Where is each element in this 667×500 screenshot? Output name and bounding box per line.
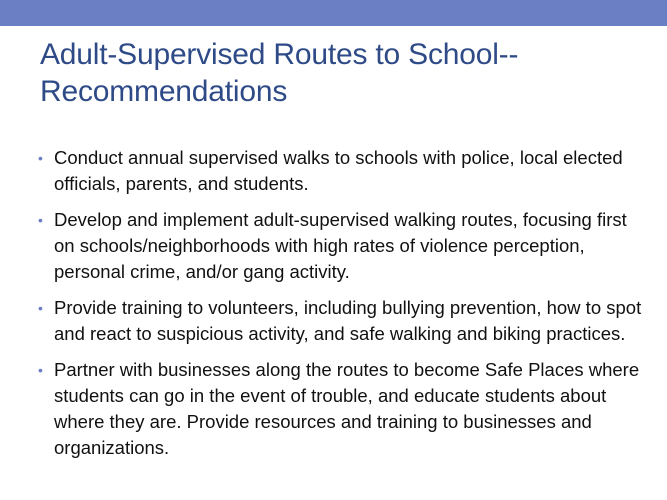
- bullet-dot-icon: •: [38, 150, 43, 166]
- bullet-item: [36, 207, 651, 285]
- bullet-list: [36, 145, 651, 471]
- bullet-item: [36, 295, 651, 347]
- bullet-item: [36, 357, 651, 461]
- slide-title: Adult-Supervised Routes to School--Recommendations: [40, 38, 519, 108]
- bullet-text: Develop and implement adult-supervised walking routes, focusing first on schools/neighborhoods with high rates of violence perception, personal crime, and/or gang activity.: [54, 209, 627, 282]
- bullet-dot-icon: •: [38, 362, 43, 378]
- bullet-item: [36, 145, 651, 197]
- bullet-dot-icon: •: [38, 300, 43, 316]
- bullet-text: Conduct annual supervised walks to schools with police, local elected officials, parents, and students.: [54, 147, 623, 194]
- bullet-dot-icon: •: [38, 212, 43, 228]
- bullet-text: Provide training to volunteers, including bullying prevention, how to spot and react to suspicious activity, and safe walking and biking practices.: [54, 297, 642, 344]
- bullet-text: Partner with businesses along the routes to become Safe Places where students can go in the event of trouble, and educate students about where they are. Provide resources and training to businesses and organizations.: [54, 359, 640, 458]
- header-accent-bar: [0, 0, 667, 26]
